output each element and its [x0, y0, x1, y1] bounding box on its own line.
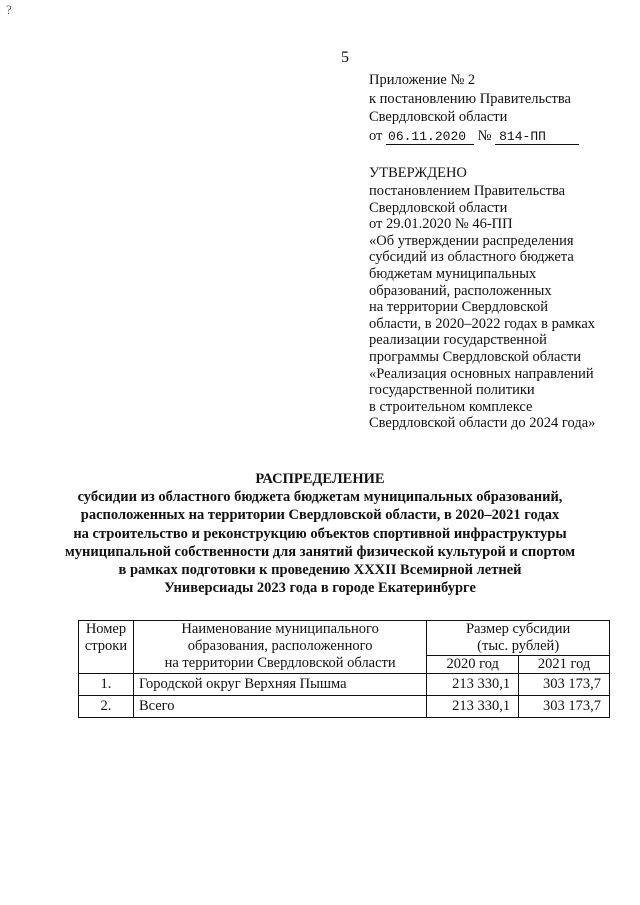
- distribution-line: в рамках подготовки к проведению XXXII Всемирной летней: [118, 562, 522, 579]
- approved-line: постановлением Правительства: [369, 183, 566, 199]
- municipality-name: Всего: [133, 696, 426, 718]
- header-name: [133, 621, 426, 674]
- approved-title: УТВЕРЖДЕНО: [369, 165, 467, 181]
- table-row: [79, 696, 610, 718]
- header-text: на территории Свердловской области: [164, 655, 396, 671]
- distribution-subtitle: [0, 488, 640, 597]
- approved-line: на территории Свердловской: [369, 299, 548, 316]
- appendix-line: к постановлению Правительства: [369, 90, 571, 107]
- subsidy-table: [78, 620, 610, 718]
- appendix-line: Свердловской области: [369, 109, 508, 125]
- distribution-line: на строительство и реконструкцию объектов спортивной инфраструктуры: [73, 525, 567, 542]
- table-row: [79, 674, 610, 696]
- resolution-number: 814-ПП: [495, 129, 579, 145]
- approved-line: от 29.01.2020 № 46-ПП: [369, 216, 513, 233]
- header-text: Размер субсидии: [466, 621, 571, 637]
- header-text: строки: [84, 638, 128, 654]
- approved-line: реализации государственной: [369, 332, 547, 349]
- approved-lines: [369, 183, 629, 432]
- approved-line: Свердловской области: [369, 199, 508, 216]
- distribution-line: субсидии из областного бюджета бюджетам муниципальных образований,: [77, 489, 563, 506]
- corner-mark: ?: [6, 2, 12, 17]
- amount-2020: 213 330,1: [427, 696, 519, 718]
- approved-line: программы Свердловской области: [369, 348, 582, 365]
- approved-line: «Об утверждении распределения: [369, 232, 574, 249]
- approved-line: области, в 2020–2022 годах в рамках: [369, 315, 596, 332]
- amount-2021: 303 173,7: [519, 696, 610, 718]
- approved-line: субсидий из областного бюджета: [369, 249, 574, 266]
- page-number: 5: [341, 49, 349, 66]
- approved-line: Свердловской области до 2024 года»: [369, 415, 596, 432]
- approved-line: бюджетам муниципальных: [369, 265, 537, 282]
- appendix-line: Приложение № 2: [369, 72, 476, 88]
- row-number: 1.: [79, 674, 134, 696]
- approved-line: в строительном комплексе: [369, 398, 533, 415]
- approved-line: «Реализация основных направлений: [369, 365, 594, 382]
- distribution-line: муниципальной собственности для занятий физической культурой и спортом: [64, 543, 576, 560]
- distribution-line: Универсиады 2023 года в городе Екатеринбурге: [164, 580, 476, 597]
- municipality-name: Городской округ Верхняя Пышма: [133, 674, 426, 696]
- header-year-2020: 2020 год: [427, 656, 519, 674]
- header-year-2021: 2021 год: [519, 656, 610, 674]
- header-amount: [427, 621, 610, 656]
- distribution-line: расположенных на территории Свердловской области, в 2020–2021 годах: [80, 507, 560, 524]
- approved-line: образований, расположенных: [369, 282, 552, 299]
- appendix-block: [369, 71, 579, 145]
- resolution-date: 06.11.2020: [386, 129, 474, 145]
- appendix-date-line: [369, 127, 579, 146]
- header-row-number: [79, 621, 134, 674]
- number-prefix: №: [477, 127, 492, 144]
- header-text: Наименование муниципального: [181, 621, 379, 637]
- approved-line: государственной политики: [369, 382, 535, 399]
- distribution-title: РАСПРЕДЕЛЕНИЕ: [255, 471, 385, 487]
- header-text: (тыс. рублей): [477, 638, 560, 654]
- row-number: 2.: [79, 696, 134, 718]
- approved-block: [369, 164, 629, 432]
- distribution-heading-block: [0, 470, 640, 597]
- amount-2021: 303 173,7: [519, 674, 610, 696]
- header-text: Номер: [85, 621, 127, 637]
- date-prefix: от: [369, 127, 383, 144]
- header-text: образования, расположенного: [187, 638, 373, 654]
- amount-2020: 213 330,1: [427, 674, 519, 696]
